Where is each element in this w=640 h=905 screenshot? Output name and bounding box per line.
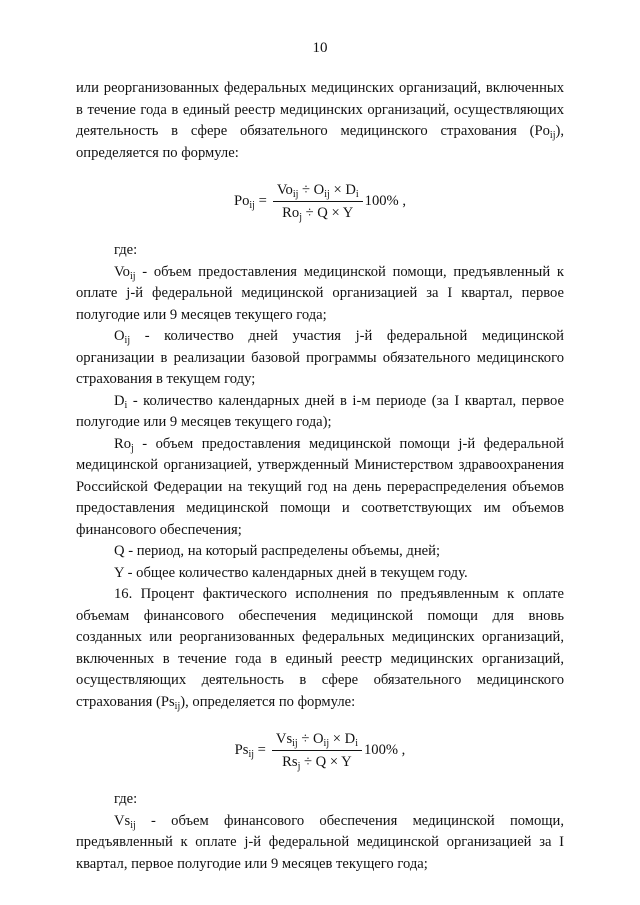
formula-numerator: $Vs_{ij} \div O_{ij} \times D_i$: [272, 730, 362, 751]
definition-symbol: Vs: [114, 812, 131, 829]
definitions-list-1: [76, 262, 564, 585]
definition-symbol: Vo: [114, 263, 130, 280]
definition-text: - объем предоставления медицинской помощи, предъявленный к оплате j-й федеральной медицинской организацией за I квартал, первое полугодие или 9 месяцев текущего года;: [76, 263, 564, 323]
formula-fraction: [273, 181, 363, 222]
definition-item: [76, 563, 564, 585]
definition-text: - период, на который распределены объемы, дней;: [124, 543, 440, 559]
formula-percent: 100% ,: [364, 192, 407, 209]
formula-denominator: $Ro_j \div Q \times Y$: [282, 204, 354, 223]
page-number: 10: [312, 40, 328, 56]
definition-symbol: Q: [114, 543, 125, 559]
definition-item: $Vo_{ij}$ - объем предоставления медицинской помощи, предъявленный к оплате j-й федеральной медицинской организацией за I квартал, первое полугодие или 9 месяцев текущего года;: [76, 263, 564, 323]
formula-lhs: $Ps_{ij}$ =: [234, 741, 266, 760]
formula-po: [76, 172, 564, 230]
formula-fraction: [272, 730, 362, 771]
definition-item: $O_{ij}$ - количество дней участия j-й федеральной медицинской организации в реализации базовой программы обязательного медицинского страхования в текущем году;: [76, 328, 564, 387]
definition-symbol: Y: [114, 564, 124, 581]
formula-ps: [76, 721, 564, 779]
definition-item: $D_i$ - количество календарных дней в i-м периоде (за I квартал, первое полугодие или 9 месяцев текущего года);: [76, 392, 564, 430]
definition-text: - количество календарных дней в i-м периоде (за I квартал, первое полугодие или 9 месяцев текущего года);: [76, 392, 564, 430]
paragraph-intro: или реорганизованных федеральных медицинских организаций, включенных в течение года в единый реестр медицинских организаций, осуществляющих деятельность в сфере обязательного медицинского страхования $(Po_{ij})$, определяется по формуле:: [76, 80, 564, 161]
definition-symbol: Ro: [114, 435, 132, 452]
definition-item: $Ro_j$ - объем предоставления медицинской помощи j-й федеральной медицинской организацией, утвержденный Министерством здравоохранения Российской Федерации на текущий год на день перераспределения объемов предоставления медицинской помощи и соответствующих им объемов финансового обеспечения;: [76, 435, 564, 538]
definition-item: $Vs_{ij}$ - объем финансового обеспечения медицинской помощи, предъявленный к оплате j-й федеральной медицинской организацией за I квартал, первое полугодие или 9 месяцев текущего года;: [76, 812, 564, 872]
paragraph-16: 16. Процент фактического исполнения по предъявленным к оплате объемам финансового обеспечения медицинской помощи для вновь созданных или реорганизованных федеральных медицинских организаций, включенных в течение года в единый реестр медицинских организаций, осуществляющих деятельность в сфере обязательного медицинского страхования $(Ps_{ij})$, определяется по формуле:: [76, 586, 564, 712]
definition-item: [76, 541, 564, 563]
definition-text: - объем финансового обеспечения медицинской помощи, предъявленный к оплате j-й федеральной медицинской организацией за I квартал, первое полугодие или 9 месяцев текущего года;: [76, 812, 564, 872]
definition-text: - общее количество календарных дней в текущем году.: [124, 564, 468, 581]
document-body: [76, 78, 564, 875]
where-label: где:: [114, 791, 138, 807]
where-label: где:: [114, 242, 138, 258]
formula-denominator: $Rs_j \div Q \times Y$: [282, 753, 352, 772]
formula-percent: 100% ,: [363, 741, 406, 758]
definition-symbol: D: [114, 392, 125, 409]
formula-lhs: $Po_{ij}$ =: [233, 192, 267, 211]
formula-numerator: $Vo_{ij} \div O_{ij} \times D_i$: [273, 181, 363, 202]
definition-text: - объем предоставления медицинской помощи j-й федеральной медицинской организацией, утвержденный Министерством здравоохранения Российской Федерации на текущий год на день перераспределения объемов предоставления медицинской помощи и соответствующих им объемов финансового обеспечения;: [76, 435, 564, 538]
definition-symbol: O: [114, 328, 125, 344]
definitions-list-2: [76, 811, 564, 876]
definition-text: - количество дней участия j-й федеральной медицинской организации в реализации базовой программы обязательного медицинского страхования в текущем году;: [76, 328, 564, 387]
